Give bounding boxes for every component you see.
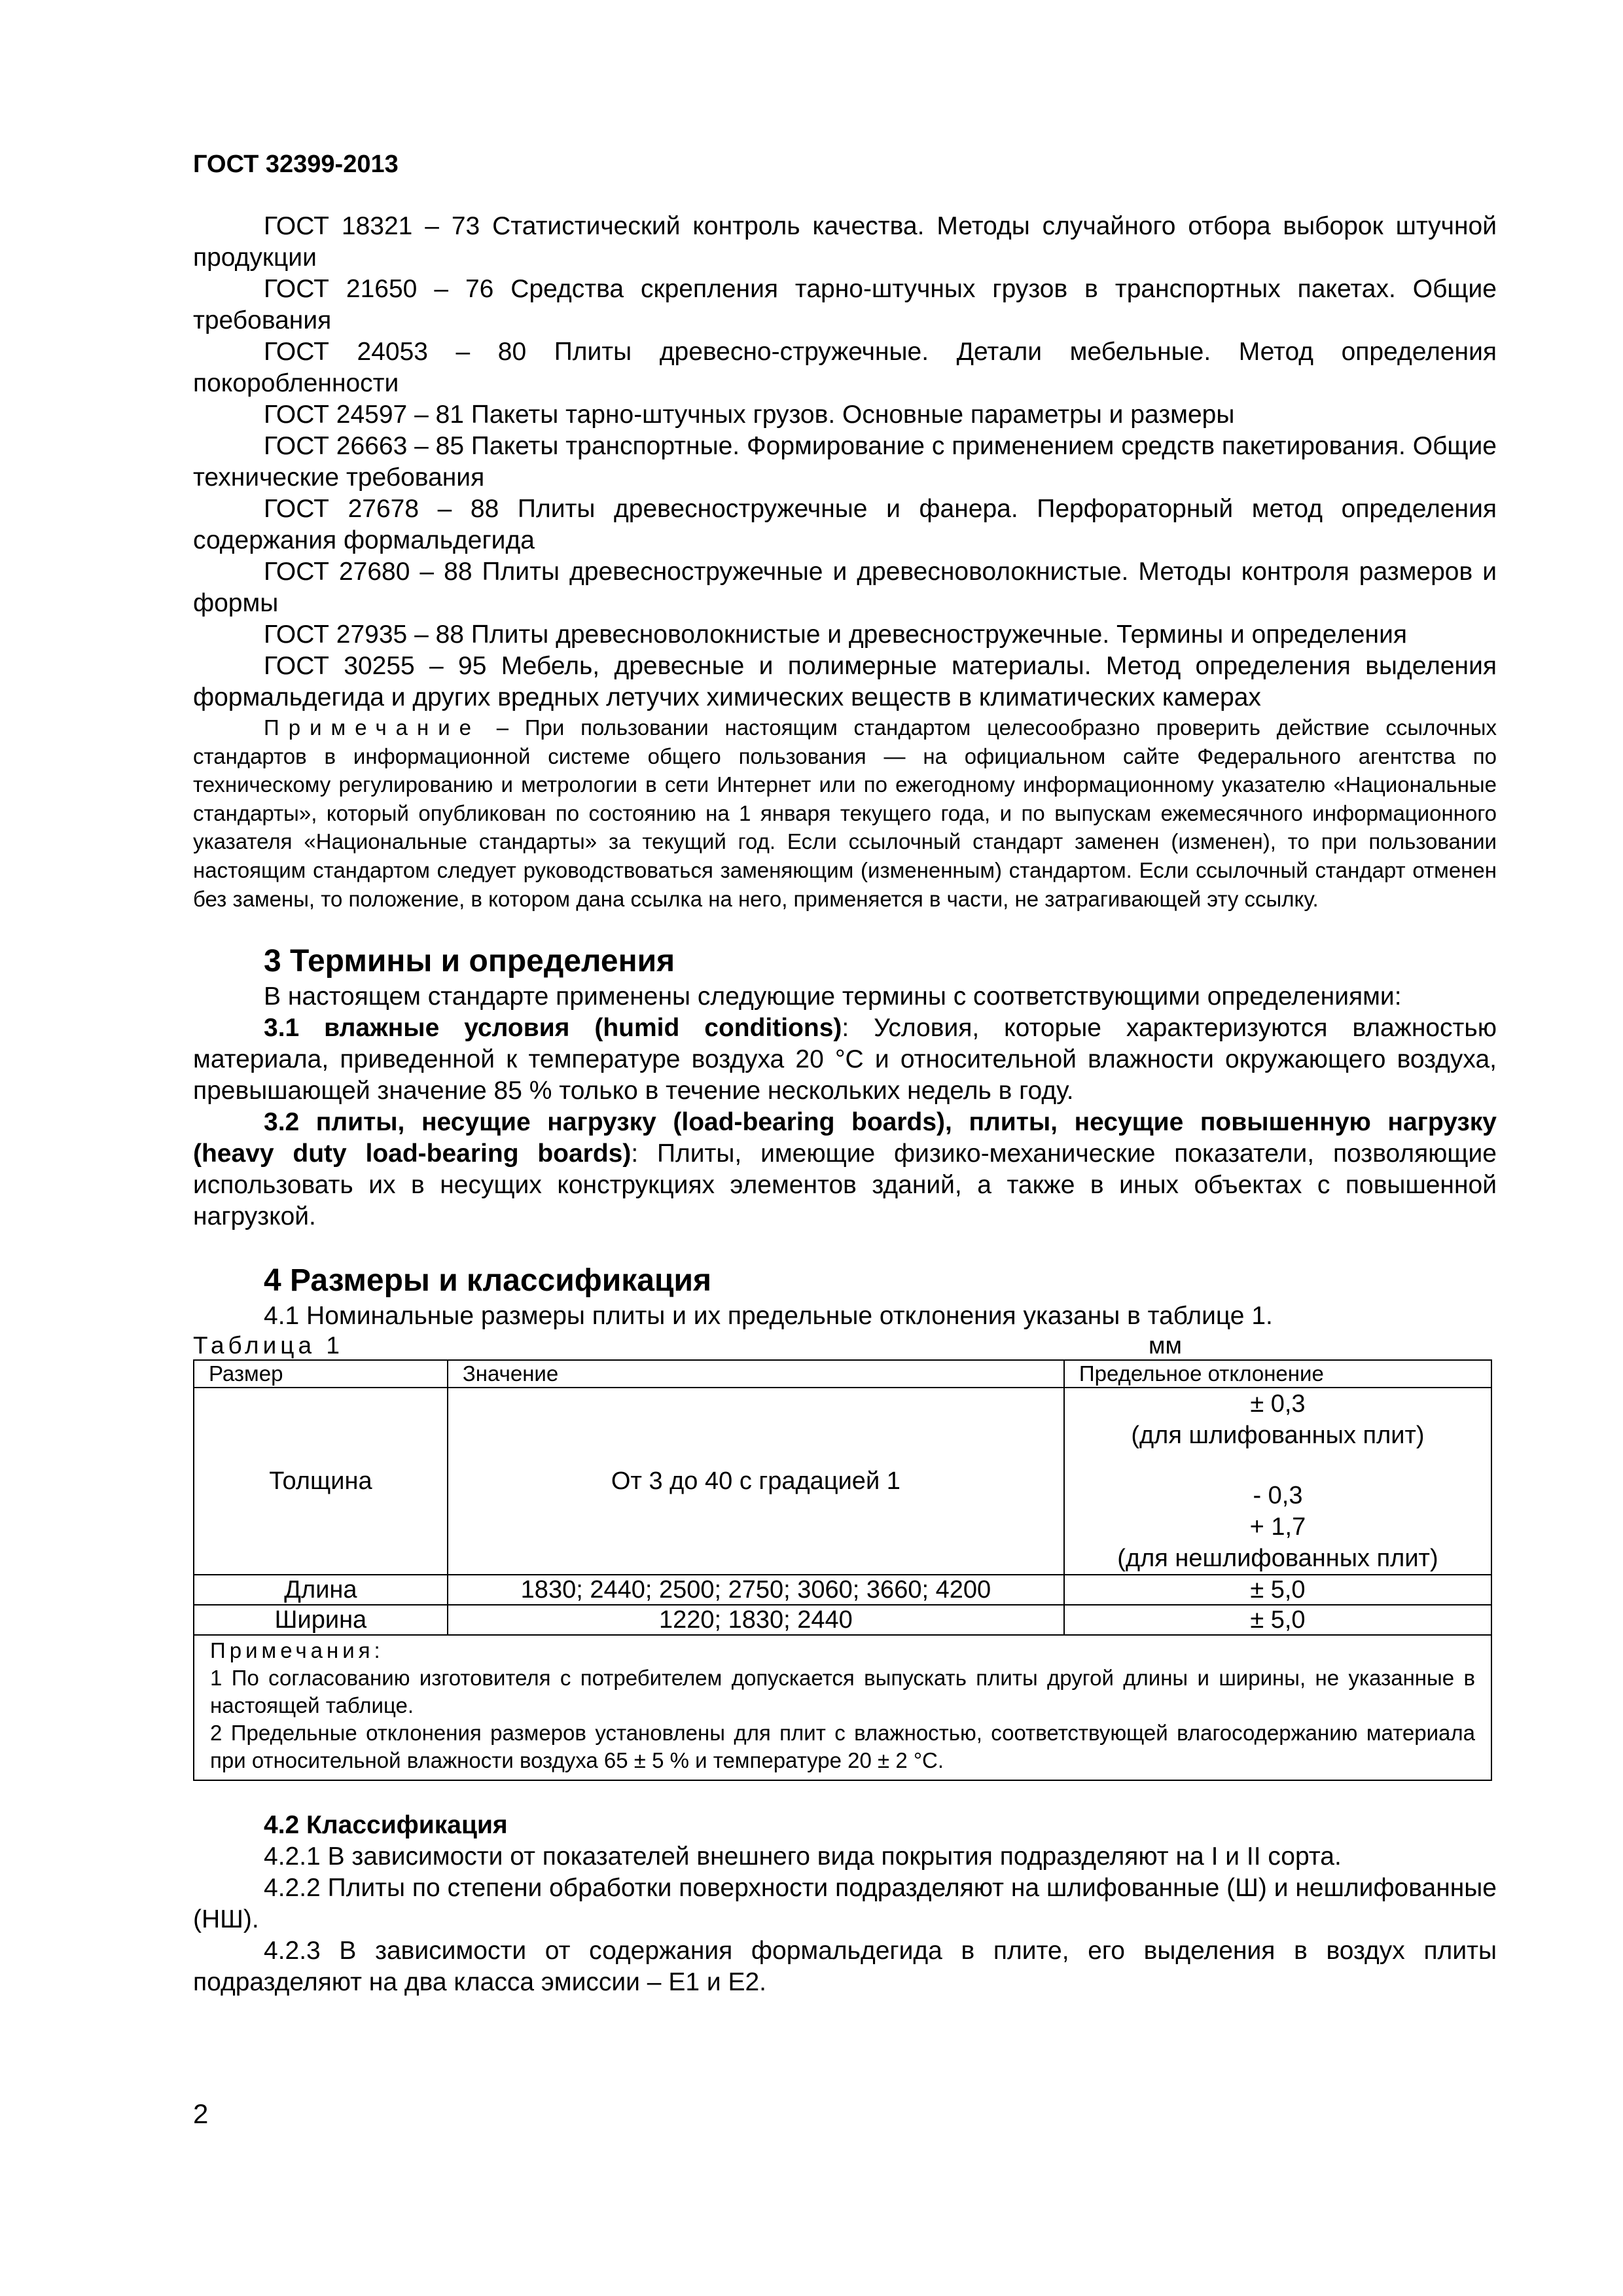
page-number: 2 xyxy=(193,2098,209,2129)
table-row-width xyxy=(194,1605,1491,1635)
reference-item: ГОСТ 26663 – 85 Пакеты транспортные. Формирование с применением средств пакетирования. Общие технические требования xyxy=(193,432,1497,492)
table-row-length xyxy=(194,1575,1491,1605)
table-notes xyxy=(194,1635,1491,1780)
note-label: Примечание xyxy=(264,715,481,740)
table-header-cell: Предельное отклонение xyxy=(1064,1360,1491,1388)
paragraph-4-1: 4.1 Номинальные размеры плиты и их предельные отклонения указаны в таблице 1. xyxy=(264,1302,1273,1331)
term-3-2-name: 3.2 плиты, несущие нагрузку (load-bearing boards), плиты, несущие повышенную нагрузку (heavy duty load-bearing boards) xyxy=(193,1108,1497,1168)
table-caption: Таблица 1 xyxy=(193,1332,344,1359)
reference-item: ГОСТ 24053 – 80 Плиты древесно-стружечные. Детали мебельные. Метод определения покоробленности xyxy=(193,338,1497,397)
section-4-title: 4 Размеры и классификация xyxy=(264,1263,711,1299)
reference-item: ГОСТ 30255 – 95 Мебель, древесные и полимерные материалы. Метод определения выделения формальдегида и других вредных летучих химических веществ в климатических камерах xyxy=(193,652,1497,711)
table-cell-width-tolerance: ± 5,0 xyxy=(1064,1605,1491,1635)
term-3-1-definition: : Условия, которые характеризуются влажностью материала, приведенной к температуре воздуха 20 °C и относительной влажности окружающего воздуха, превышающей значение 85 % только в течение нескольких недель в году. xyxy=(193,1014,1497,1105)
tolerance-unsanded-plus: + 1,7 xyxy=(1249,1513,1306,1541)
references-note xyxy=(193,713,1497,913)
tolerance-unsanded-label: (для нешлифованных плит) xyxy=(1117,1545,1438,1573)
table-header-row xyxy=(194,1360,1491,1388)
table-note-2: 2 Предельные отклонения размеров установлены для плит с влажностью, соответствующей влагосодержанию материала при относительной влажности воздуха 65 ± 5 % и температуре 20 ± 2 °С. xyxy=(210,1721,1475,1773)
subsection-4-2-title: 4.2 Классификация xyxy=(264,1811,508,1840)
table-header-cell: Значение xyxy=(448,1360,1064,1388)
paragraph-4-2-1: 4.2.1 В зависимости от показателей внешнего вида покрытия подразделяют на I и II сорта. xyxy=(264,1842,1342,1871)
term-3-1-name: 3.1 влажные условия (humid conditions) xyxy=(264,1014,842,1043)
dimensions-table xyxy=(193,1359,1492,1781)
tolerance-sanded-label: (для шлифованных плит) xyxy=(1131,1422,1425,1450)
reference-item: ГОСТ 18321 – 73 Статистический контроль качества. Методы случайного отбора выборок штучной продукции xyxy=(193,212,1497,272)
note-text: – При пользовании настоящим стандартом целесообразно проверить действие ссылочных стандартов в информационной системе общего пользования — на официальном сайте Федерального агентства по техническому регулированию и метрологии в сети Интернет или по ежегодному информационному указателю «Национальные стандарты», который опубликован по состоянию на 1 января текущего года, и по выпускам ежемесячного информационного указателя «Национальные стандарты» за текущий год. Если ссылочный стандарт заменен (изменен), то при пользовании настоящим стандартом следует руководствоваться заменяющим (измененным) стандартом. Если ссылочный стандарт отменен без замены, то положение, в котором дана ссылка на него, применяется в части, не затрагивающей эту ссылку. xyxy=(193,715,1497,911)
paragraph-4-2-2: 4.2.2 Плиты по степени обработки поверхности подразделяют на шлифованные (Ш) и нешлифованные (НШ). xyxy=(193,1874,1497,1934)
table-cell-length-tolerance: ± 5,0 xyxy=(1064,1575,1491,1605)
table-note-1: 1 По согласованию изготовителя с потребителем допускается выпускать плиты другой длины и ширины, не указанные в настоящей таблице. xyxy=(210,1666,1475,1718)
reference-item: ГОСТ 27935 – 88 Плиты древесноволокнистые и древесностружечные. Термины и определения xyxy=(264,620,1408,649)
section-3-intro: В настоящем стандарте применены следующие термины с соответствующими определениями: xyxy=(264,982,1402,1011)
table-cell-thickness-value: От 3 до 40 с градацией 1 xyxy=(448,1388,1064,1575)
tolerance-spacer xyxy=(1070,1451,1486,1480)
section-3-title: 3 Термины и определения xyxy=(264,944,675,979)
table-cell-thickness-name: Толщина xyxy=(194,1388,448,1575)
table-notes-row xyxy=(194,1635,1491,1780)
reference-item: ГОСТ 27678 – 88 Плиты древесностружечные и фанера. Перфораторный метод определения содержания формальдегида xyxy=(193,495,1497,554)
references-list xyxy=(193,211,1497,713)
table-cell-length-value: 1830; 2440; 2500; 2750; 3060; 3660; 4200 xyxy=(448,1575,1064,1605)
table-header-cell: Размер xyxy=(194,1360,448,1388)
term-3-2 xyxy=(193,1107,1497,1232)
table-unit: мм xyxy=(1149,1332,1182,1359)
table-notes-label: Примечания: xyxy=(210,1638,384,1663)
table-cell-thickness-tolerance xyxy=(1064,1388,1491,1575)
paragraph-4-2-3: 4.2.3 В зависимости от содержания формальдегида в плите, его выделения в воздух плиты подразделяют на два класса эмиссии – Е1 и Е2. xyxy=(193,1937,1497,1997)
table-cell-length-name: Длина xyxy=(194,1575,448,1605)
tolerance-sanded-value: ± 0,3 xyxy=(1250,1390,1306,1418)
reference-item: ГОСТ 21650 – 76 Средства скрепления тарно-штучных грузов в транспортных пакетах. Общие требования xyxy=(193,275,1497,334)
table-caption-row xyxy=(193,1332,1497,1359)
table-cell-width-value: 1220; 1830; 2440 xyxy=(448,1605,1064,1635)
table-cell-width-name: Ширина xyxy=(194,1605,448,1635)
document-page xyxy=(193,148,1497,1998)
reference-item: ГОСТ 27680 – 88 Плиты древесностружечные и древесноволокнистые. Методы контроля размеров и формы xyxy=(193,558,1497,617)
table-row-thickness xyxy=(194,1388,1491,1575)
term-3-1 xyxy=(193,1013,1497,1107)
document-header: ГОСТ 32399-2013 xyxy=(193,151,399,178)
term-3-2-definition: : Плиты, имеющие физико-механические показатели, позволяющие использовать их в несущих конструкциях элементов зданий, а также в иных объектах с повышенной нагрузкой. xyxy=(193,1139,1497,1231)
reference-item: ГОСТ 24597 – 81 Пакеты тарно-штучных грузов. Основные параметры и размеры xyxy=(264,401,1235,429)
tolerance-unsanded-minus: - 0,3 xyxy=(1253,1482,1303,1510)
